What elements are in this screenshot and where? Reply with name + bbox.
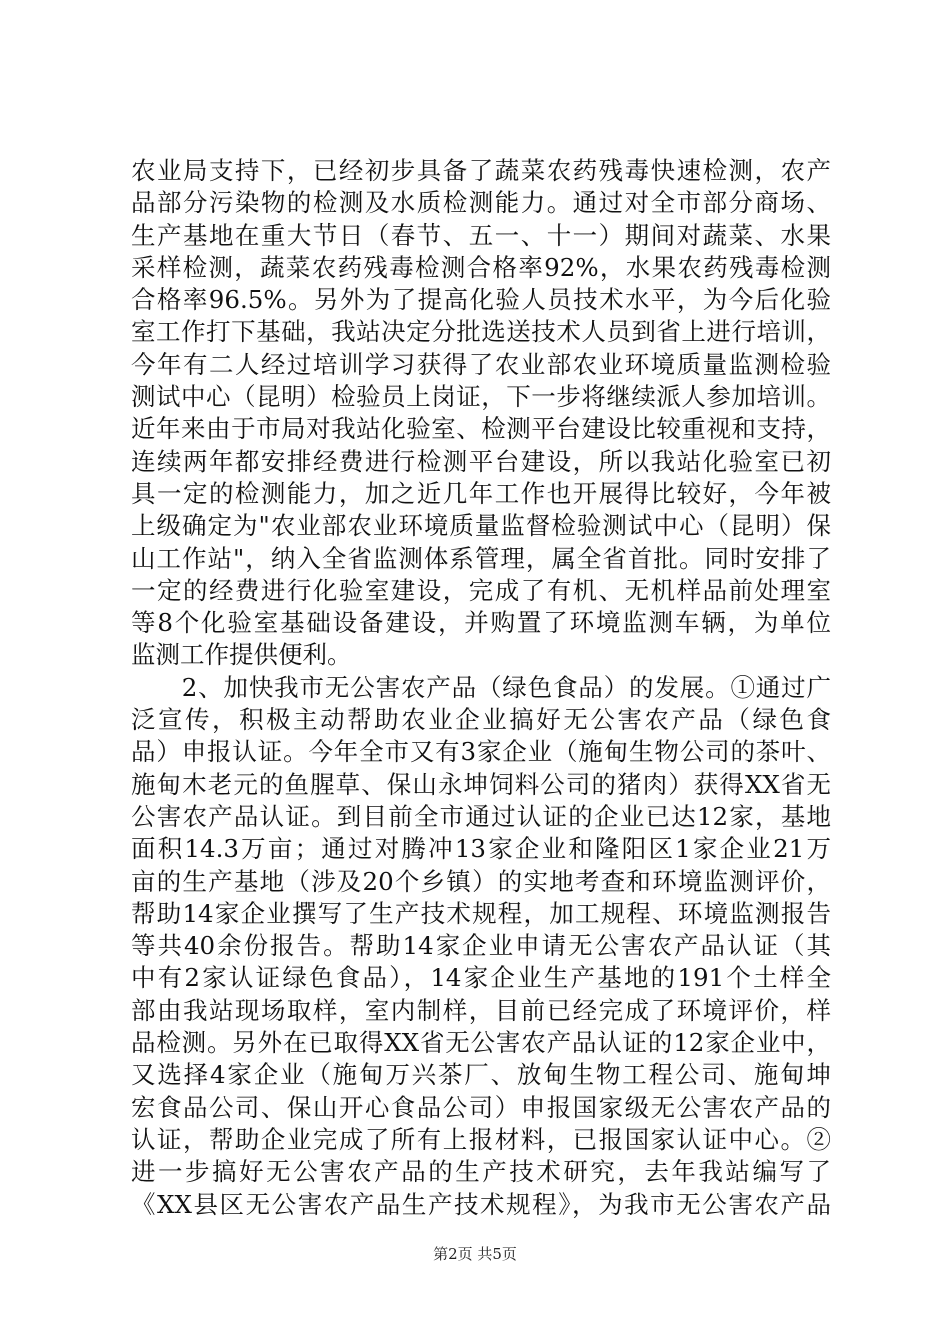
text-line: 近年来由于市局对我站化验室、检测平台建设比较重视和支持， (131, 414, 831, 444)
text-line: 帮助14家企业撰写了生产技术规程，加工规程、环境监测报告 (131, 898, 831, 928)
page-footer: 第2页 共5页 (433, 1245, 517, 1263)
text-line: 宏食品公司、保山开心食品公司）申报国家级无公害农产品的 (131, 1092, 831, 1122)
text-line: 进一步搞好无公害农产品的生产技术研究，去年我站编写了 (131, 1157, 831, 1187)
text-line: 监测工作提供便利。 (131, 640, 352, 670)
text-line: 中有2家认证绿色食品），14家企业生产基地的191个土样全 (131, 963, 831, 993)
text-line: 2、加快我市无公害农产品（绿色食品）的发展。①通过广 (131, 672, 831, 702)
text-line: 品检测。另外在已取得XX省无公害农产品认证的12家企业中， (131, 1028, 831, 1058)
text-line: 等8个化验室基础设备建设，并购置了环境监测车辆，为单位 (131, 608, 831, 638)
text-line: 一定的经费进行化验室建设，完成了有机、无机样品前处理室 (131, 575, 831, 605)
text-line: 认证，帮助企业完成了所有上报材料，已报国家认证中心。② (131, 1124, 831, 1154)
text-line: 公害农产品认证。到目前全市通过认证的企业已达12家，基地 (131, 801, 831, 831)
text-line: 面积14.3万亩；通过对腾冲13家企业和隆阳区1家企业21万 (131, 834, 831, 864)
text-line: 合格率96.5%。另外为了提高化验人员技术水平，为今后化验 (131, 285, 831, 315)
text-line: 测试中心（昆明）检验员上岗证，下一步将继续派人参加培训。 (131, 382, 831, 412)
text-line: 品）申报认证。今年全市又有3家企业（施甸生物公司的茶叶、 (131, 737, 831, 767)
text-line: 部由我站现场取样，室内制样，目前已经完成了环境评价，样 (131, 995, 831, 1025)
text-line: 生产基地在重大节日（春节、五一、十一）期间对蔬菜、水果 (131, 220, 831, 250)
text-line: 等共40余份报告。帮助14家企业申请无公害农产品认证（其 (131, 931, 831, 961)
text-line: 连续两年都安排经费进行检测平台建设，所以我站化验室已初 (131, 446, 831, 476)
text-line: 上级确定为"农业部农业环境质量监督检验测试中心（昆明）保 (131, 511, 831, 541)
text-line: 农业局支持下，已经初步具备了蔬菜农药残毒快速检测，农产 (131, 156, 831, 185)
text-line: 室工作打下基础，我站决定分批选送技术人员到省上进行培训， (131, 317, 831, 347)
text-line: 泛宣传，积极主动帮助农业企业搞好无公害农产品（绿色食 (131, 705, 831, 735)
text-line: 品部分污染物的检测及水质检测能力。通过对全市部分商场、 (131, 188, 831, 218)
text-line: 亩的生产基地（涉及20个乡镇）的实地考查和环境监测评价， (131, 866, 831, 896)
text-line: 今年有二人经过培训学习获得了农业部农业环境质量监测检验 (131, 349, 831, 379)
text-line: 《XX县区无公害农产品生产技术规程》，为我市无公害农产品 (131, 1189, 831, 1219)
text-line: 施甸木老元的鱼腥草、保山永坤饲料公司的猪肉）获得XX省无 (131, 769, 831, 799)
text-line: 山工作站"，纳入全省监测体系管理，属全省首批。同时安排了 (131, 543, 831, 573)
text-line: 又选择4家企业（施甸万兴茶厂、放甸生物工程公司、施甸坤 (131, 1060, 831, 1090)
text-line: 采样检测，蔬菜农药残毒检测合格率92%，水果农药残毒检测 (131, 252, 831, 282)
text-line: 具一定的检测能力，加之近几年工作也开展得比较好，今年被 (131, 478, 831, 508)
body-text (131, 155, 831, 1221)
